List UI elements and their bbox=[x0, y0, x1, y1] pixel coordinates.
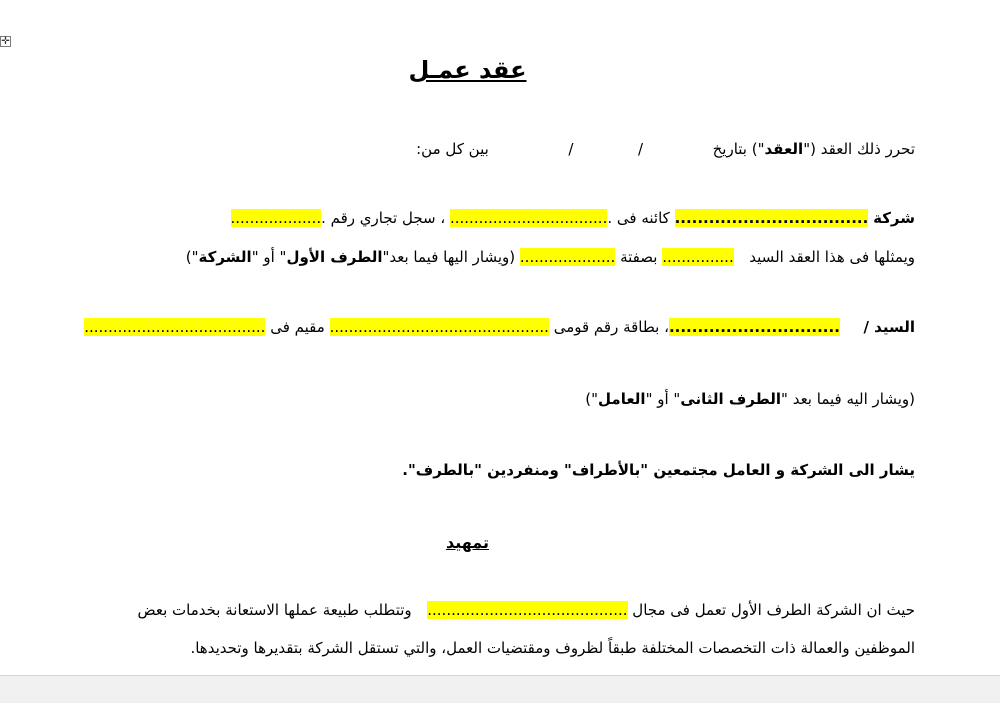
company-name-field: .................................. bbox=[674, 209, 869, 227]
parties-definition-line: يشار الى الشركة و العامل مجتمعين "بالأطراف" ومنفردين "بالطرف". bbox=[402, 461, 915, 479]
representative-name-field: ............... bbox=[662, 248, 734, 266]
employee-label: السيد / bbox=[863, 318, 915, 336]
company-line: شركة .................................. كائنه فى .................................. ، سجل تجاري رقم .................... bbox=[230, 209, 915, 227]
table-move-handle-icon[interactable]: ✛ bbox=[1, 36, 10, 47]
intro-line: تحرر ذلك العقد ("العقد") بتاريخ / / بين كل من: bbox=[416, 140, 915, 158]
employee-name-field: .............................. bbox=[668, 318, 840, 336]
document-title: عقد عمـل bbox=[408, 56, 527, 84]
contract-term: العقد bbox=[764, 140, 804, 158]
preamble-line-2: الموظفين والعمالة ذات التخصصات المختلفة طبقاً لظروف ومقتضيات العمل، والتي تستقل الشركة بتقديرها وتحديدها. bbox=[190, 639, 915, 657]
national-id-field: .............................................. bbox=[329, 318, 549, 336]
status-bar bbox=[0, 675, 1000, 703]
company-label: شركة bbox=[873, 209, 915, 227]
company-address-field: ................................. bbox=[449, 209, 608, 227]
representative-title-field: .................... bbox=[519, 248, 616, 266]
preamble-line-1: حيث ان الشركة الطرف الأول تعمل فى مجال .......................................... وتتطلب طبيعة عملها الاستعانة بخدمات بعض bbox=[137, 601, 915, 619]
employee-address-field: ...................................... bbox=[84, 318, 266, 336]
commercial-register-field: ................... bbox=[230, 209, 322, 227]
business-field: .......................................... bbox=[427, 601, 628, 619]
representative-line: ويمثلها فى هذا العقد السيد ............... بصفتة .................... (ويشار اليها فيما بعد"الطرف الأول" أو "الشركة") bbox=[185, 248, 915, 266]
preamble-heading: تمهيد bbox=[445, 533, 490, 552]
employee-line: السيد / ..............................، بطاقة رقم قومى .............................................. مقيم فى ...................................... bbox=[84, 318, 915, 336]
employee-reference-line: (ويشار اليه فيما بعد "الطرف الثانى" أو "العامل") bbox=[585, 390, 915, 408]
